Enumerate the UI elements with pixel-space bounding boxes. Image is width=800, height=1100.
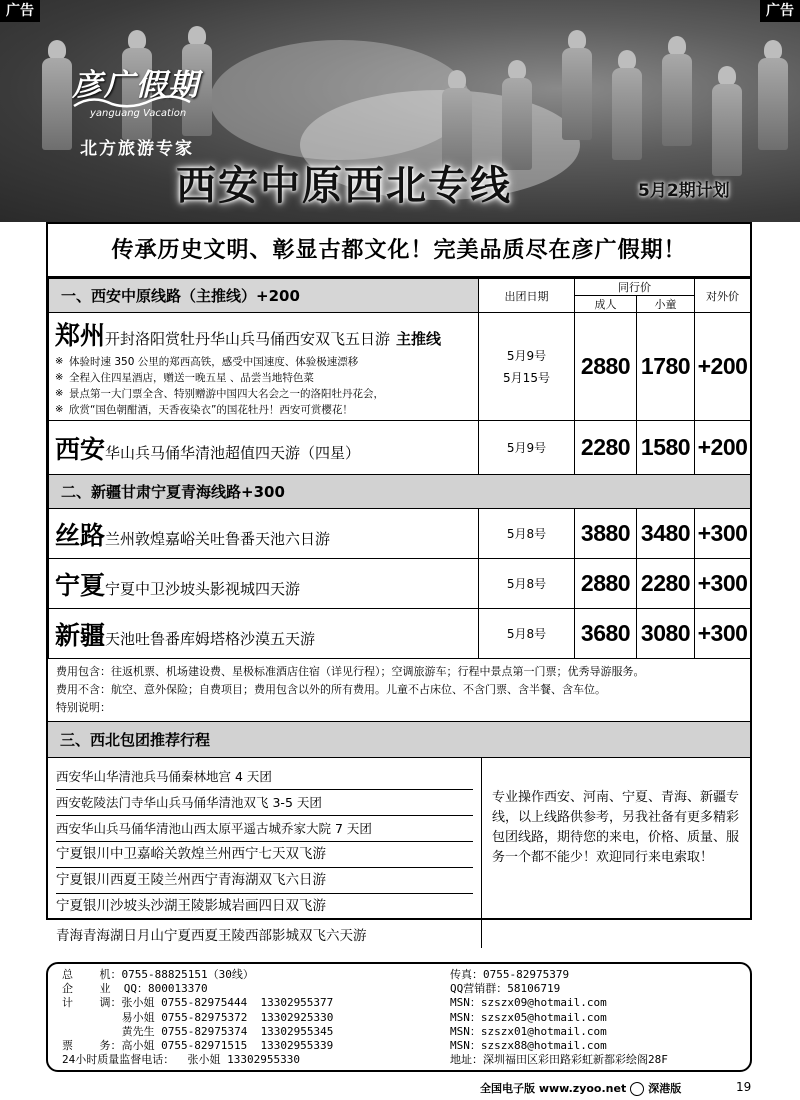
edition-label: 深港版 xyxy=(648,1082,682,1095)
contact-line: 计 调：张小姐 0755-82975444 13302955377 xyxy=(62,996,334,1010)
route-info xyxy=(49,421,479,475)
contact-line: 地址：深圳福田区彩田路彩虹新都彩绘阁28F xyxy=(450,1053,668,1067)
warrior-figure xyxy=(756,40,790,150)
contact-line: 易小姐 0755-82975372 13302925330 xyxy=(62,1010,334,1024)
departure-dates xyxy=(479,313,575,421)
adult-price: 2880 xyxy=(575,559,637,609)
contact-line: MSN：szszx09@hotmail.com xyxy=(450,996,607,1010)
departure-date: 5月15号 xyxy=(503,370,550,385)
contact-line: 24小时质量监督电话： 张小姐 13302955330 xyxy=(62,1053,300,1067)
contact-box xyxy=(46,962,752,1072)
external-price: +300 xyxy=(695,509,751,559)
ad-label: 广告 xyxy=(760,0,800,22)
child-price: 3080 xyxy=(637,609,695,659)
website-link[interactable]: 全国电子版 www.zyoo.net xyxy=(480,1082,627,1095)
contact-line: 企 业 QQ：800013370 xyxy=(62,982,208,996)
list-item: 西安华山华清池兵马俑秦林地宫 4 天团 xyxy=(56,764,473,790)
header-banner xyxy=(0,0,800,222)
footer xyxy=(480,1080,681,1096)
table-row xyxy=(49,313,751,421)
child-price: 2280 xyxy=(637,559,695,609)
warrior-figure xyxy=(710,66,744,176)
contact-left xyxy=(62,968,452,1067)
contact-line: MSN：szszx88@hotmail.com xyxy=(450,1039,607,1053)
list-item: ※ 全程入住四星酒店，赠送一晚五星 、品尝当地特色菜 xyxy=(55,370,472,386)
table-row xyxy=(49,559,751,609)
table-row xyxy=(49,609,751,659)
departure-date: 5月8号 xyxy=(479,559,575,609)
route-price-table xyxy=(48,278,751,659)
fee-notes xyxy=(48,659,750,722)
column-header-adult: 成人 xyxy=(575,296,637,313)
page-title: 西安中原西北专线 xyxy=(176,162,512,209)
list-item: ※ 欣赏“国色朝酣酒，天香夜染衣”的国花牡丹！西安可赏樱花！ xyxy=(55,402,472,418)
section-header: 一、西安中原线路（主推线）+200 xyxy=(49,279,479,313)
route-info xyxy=(49,609,479,659)
ad-label: 广告 xyxy=(0,0,40,22)
departure-date: 5月8号 xyxy=(479,509,575,559)
route-desc: 天池吐鲁番库姆塔格沙漠五天游 xyxy=(105,629,316,648)
tagline: 北方旅游专家 xyxy=(80,139,194,159)
route-name: 丝路 xyxy=(55,520,106,550)
departure-date: 5月8号 xyxy=(479,609,575,659)
table-row xyxy=(49,421,751,475)
external-price: +300 xyxy=(695,609,751,659)
route-table-panel xyxy=(46,222,752,944)
group-tour-section xyxy=(48,758,750,948)
warrior-figure xyxy=(560,30,594,140)
route-name: 西安 xyxy=(55,434,106,464)
route-desc: 兰州敦煌嘉峪关吐鲁番天池六日游 xyxy=(105,529,331,548)
section-header: 二、新疆甘肃宁夏青海线路+300 xyxy=(49,475,751,509)
section-header: 三、西北包团推荐行程 xyxy=(48,722,750,758)
seal-icon xyxy=(630,1082,644,1096)
list-item: 宁夏银川中卫嘉峪关敦煌兰州西宁七天双飞游 xyxy=(56,842,473,868)
brand-logo xyxy=(62,56,202,126)
issue-label: 5月2期计划 xyxy=(638,181,730,201)
route-info xyxy=(49,559,479,609)
departure-date: 5月9号 xyxy=(479,421,575,475)
fee-included: 费用包含：往返机票、机场建设费、星极标准酒店住宿（详见行程）；空调旅游车；行程中景点第一门票；优秀导游服务。 xyxy=(56,665,645,678)
contact-line: QQ营销群：58106719 xyxy=(450,982,561,996)
external-price: +200 xyxy=(695,421,751,475)
list-item: 宁夏银川西夏王陵兰州西宁青海湖双飞六日游 xyxy=(56,868,473,894)
route-name: 新疆 xyxy=(55,620,106,650)
table-row xyxy=(49,509,751,559)
external-price: +200 xyxy=(695,313,751,421)
adult-price: 3880 xyxy=(575,509,637,559)
route-name: 郑州 xyxy=(55,320,106,350)
contact-line: 总 机：0755-88825151（30线） xyxy=(62,968,254,981)
logo-text: 彦广假期 xyxy=(72,68,200,103)
route-desc: 宁夏中卫沙坡头影视城四天游 xyxy=(105,579,301,598)
list-item: ※ 景点第一大门票全含、特别赠游中国四大名会之一的洛阳牡丹花会， xyxy=(55,386,472,402)
section-header-row xyxy=(49,475,751,509)
adult-price: 2880 xyxy=(575,313,637,421)
route-info xyxy=(49,509,479,559)
list-item: ※ 体验时速 350 公里的郑西高铁，感受中国速度、体验极速漂移 xyxy=(55,354,472,370)
external-price: +300 xyxy=(695,559,751,609)
special-note: 特别说明： xyxy=(56,701,111,714)
warrior-figure xyxy=(660,36,694,146)
route-desc: 华山兵马俑华清池超值四天游（四星） xyxy=(105,443,361,462)
contact-line: MSN：szszx05@hotmail.com xyxy=(450,1010,607,1024)
fee-excluded: 费用不含：航空、意外保险；自费项目；费用包含以外的所有费用。儿童不占床位、不含门票、含半餐、含车位。 xyxy=(56,683,606,696)
child-price: 3480 xyxy=(637,509,695,559)
list-item: 青海青海湖日月山宁夏西夏王陵西部影城双飞六天游 xyxy=(56,928,367,944)
route-info xyxy=(49,313,479,421)
departure-date: 5月9号 xyxy=(506,348,547,363)
adult-price: 2280 xyxy=(575,421,637,475)
list-item: 宁夏银川沙坡头沙湖王陵影城岩画四日双飞游 xyxy=(56,894,473,920)
list-item: 西安华山兵马俑华清池山西太原平遥古城乔家大院 7 天团 xyxy=(56,816,473,842)
child-price: 1780 xyxy=(637,313,695,421)
route-name: 宁夏 xyxy=(55,570,106,600)
column-header-child: 小童 xyxy=(637,296,695,313)
column-header-peer-price: 同行价 xyxy=(575,279,695,296)
page-number: 19 xyxy=(736,1080,752,1094)
child-price: 1580 xyxy=(637,421,695,475)
main-route-tag: 主推线 xyxy=(396,329,442,348)
warrior-figure xyxy=(610,50,644,160)
route-desc: 开封洛阳赏牡丹华山兵马俑西安双飞五日游 xyxy=(105,329,391,348)
slogan-banner: 传承历史文明、彰显古都文化！完美品质尽在彦广假期！ xyxy=(48,224,750,278)
contact-right xyxy=(450,968,750,1067)
contact-line: 黄先生 0755-82975374 13302955345 xyxy=(62,1024,334,1038)
logo-subtitle: yanguang Vacation xyxy=(90,108,187,119)
column-header-date: 出团日期 xyxy=(479,279,575,313)
contact-line: 传真：0755-82975379 xyxy=(450,968,570,981)
column-header-external: 对外价 xyxy=(695,279,751,313)
group-tour-note: 专业操作西安、河南、宁夏、青海、新疆专线，以上线路供参考，另我社备有更多精彩包团线路，期待您的来电，价格、质量、服务一个都不能少！欢迎同行来电索取！ xyxy=(492,790,740,865)
group-tour-list xyxy=(48,758,482,948)
adult-price: 3680 xyxy=(575,609,637,659)
route-highlights xyxy=(55,354,472,418)
contact-line: MSN：szszx01@hotmail.com xyxy=(450,1024,607,1038)
list-item: 西安乾陵法门寺华山兵马俑华清池双飞 3-5 天团 xyxy=(56,790,473,816)
contact-line: 票 务：高小姐 0755-82971515 13302955339 xyxy=(62,1039,334,1053)
